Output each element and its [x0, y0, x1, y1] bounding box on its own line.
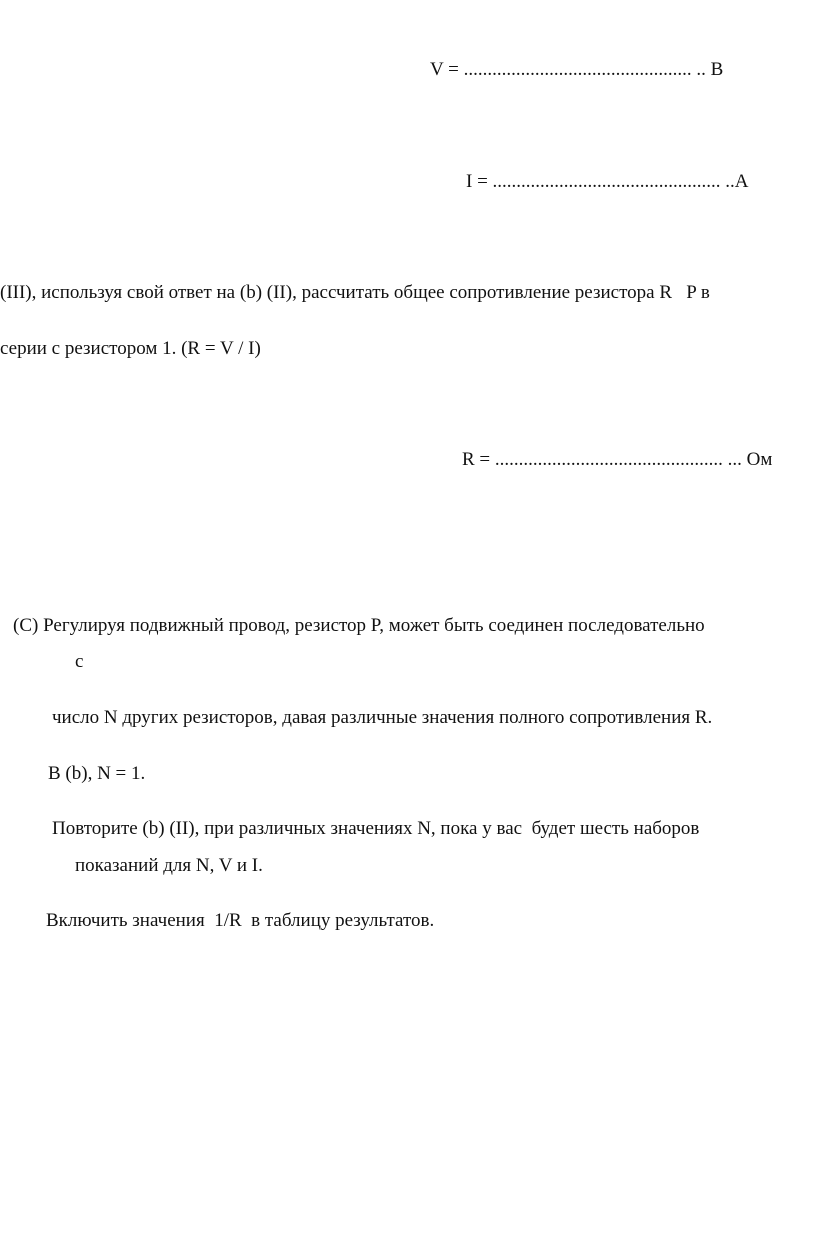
current-answer-line: I = ................................................ ..А	[466, 171, 749, 192]
part-iii-instruction-line2: серии с резистором 1. (R = V / I)	[0, 338, 261, 359]
part-c-line3: В (b), N = 1.	[48, 763, 146, 784]
part-c-line5: Включить значения 1/R в таблицу результатов.	[46, 910, 435, 931]
part-iii-instruction-line1: (III), используя свой ответ на (b) (II), рассчитать общее сопротивление резистора R P в	[0, 282, 710, 303]
part-c-line1: (C) Регулируя подвижный провод, резистор P, может быть соединен последовательно	[13, 615, 705, 636]
part-c-line2: число N других резисторов, давая различные значения полного сопротивления R.	[52, 707, 713, 728]
resistance-answer-line: R = ................................................ ... Ом	[462, 449, 773, 470]
part-c-line4-wrap: показаний для N, V и I.	[75, 855, 263, 876]
part-c-line1-wrap: с	[75, 651, 84, 672]
voltage-answer-line: V = ................................................ .. В	[430, 59, 724, 80]
part-c-line4: Повторите (b) (II), при различных значениях N, пока у вас будет шесть наборов	[52, 818, 700, 839]
